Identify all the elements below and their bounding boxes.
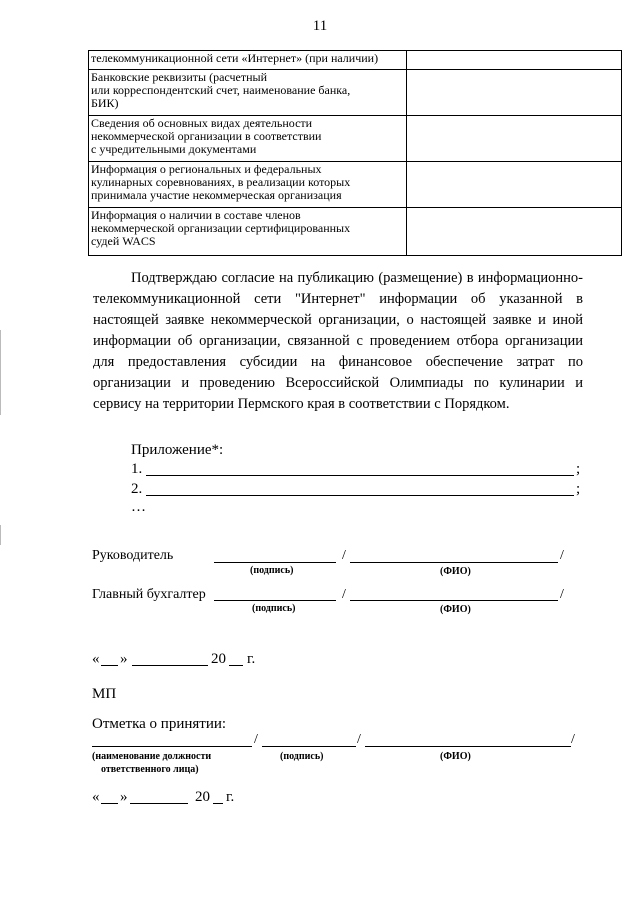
director-signature-caption: (подпись): [250, 565, 294, 576]
table-cell-value: [407, 162, 622, 208]
acceptance-position-caption: (наименование должности: [92, 751, 212, 762]
date-suffix: г.: [247, 651, 256, 667]
date2-year-prefix: 20: [195, 789, 210, 805]
director-fio-caption: (ФИО): [440, 566, 471, 577]
scan-edge-mark: [0, 330, 1, 415]
acceptance-slash-2: /: [357, 732, 361, 747]
appendix-item-1-line[interactable]: [146, 475, 574, 476]
table-cell-value: [407, 208, 622, 256]
table-cell-value: [407, 51, 622, 70]
appendix-item-1-number: 1.: [131, 461, 143, 477]
director-slash-end: /: [560, 548, 564, 563]
acceptance-fio-line[interactable]: [365, 746, 571, 747]
scan-edge-mark: [0, 525, 1, 545]
table-row: [89, 208, 622, 256]
accountant-fio-caption: (ФИО): [440, 604, 471, 615]
table-cell-value: [407, 116, 622, 162]
appendix-item-2-end: ;: [576, 481, 581, 497]
acceptance-fio-caption: (ФИО): [440, 751, 471, 762]
acceptance-slash-1: /: [254, 732, 258, 747]
acceptance-position-caption-2: ответственного лица): [101, 764, 199, 775]
date-month-line[interactable]: [132, 665, 208, 666]
acceptance-heading: Отметка о принятии:: [92, 716, 227, 732]
accountant-signature-caption: (подпись): [252, 603, 296, 614]
date2-month-line[interactable]: [130, 803, 188, 804]
date-day-line[interactable]: [101, 665, 118, 666]
director-slash: /: [342, 548, 346, 563]
appendix-item-1-end: ;: [576, 461, 581, 477]
table-row: [89, 162, 622, 208]
appendix-item-2-number: 2.: [131, 481, 143, 497]
acceptance-signature-line[interactable]: [262, 746, 356, 747]
table-cell-label: Информация о наличии в составе членов некоммерческой организации сертифицированных судей WACS: [89, 208, 407, 256]
date2-year-line[interactable]: [213, 803, 223, 804]
acceptance-position-line[interactable]: [92, 746, 252, 747]
date2-close-quote: »: [120, 789, 128, 805]
director-signature-line[interactable]: [214, 562, 336, 563]
date-close-quote: »: [120, 651, 128, 667]
page-number: 11: [312, 18, 328, 34]
table-row: [89, 116, 622, 162]
table-cell-label: телекоммуникационной сети «Интернет» (при наличии): [89, 51, 407, 70]
stamp-label: МП: [92, 686, 117, 702]
director-label: Руководитель: [92, 548, 174, 563]
date2-open-quote: «: [92, 789, 100, 805]
table-row: [89, 51, 622, 70]
accountant-slash-end: /: [560, 587, 564, 602]
appendix-item-2-line[interactable]: [146, 495, 574, 496]
date2-suffix: г.: [226, 789, 235, 805]
director-fio-line[interactable]: [350, 562, 558, 563]
acceptance-signature-caption: (подпись): [280, 751, 324, 762]
accountant-signature-line[interactable]: [214, 600, 336, 601]
consent-paragraph: Подтверждаю согласие на публикацию (размещение) в информационно-телекоммуникационной сети "Интернет" информации об указанной в настоящей заявке некоммерческой организации, о настоящей заявке и иной информации об организации, связанной с проведением отбора организации для предоставления субсидии на финансовое обеспечение затрат по организации и проведению Всероссийской Олимпиады по кулинарии и сервису на территории Пермского края в соответствии с Порядком.: [93, 270, 583, 412]
table-cell-label: Банковские реквизиты (расчетный или корреспондентский счет, наименование банка, БИК): [89, 70, 407, 116]
table-row: [89, 70, 622, 116]
accountant-fio-line[interactable]: [350, 600, 558, 601]
info-table: [88, 50, 622, 256]
table-cell-label: Информация о региональных и федеральных кулинарных соревнованиях, в реализации которых принимала участие некоммерческая организация: [89, 162, 407, 208]
table-cell-value: [407, 70, 622, 116]
table-cell-label: Сведения об основных видах деятельности некоммерческой организации в соответствии с учредительными документами: [89, 116, 407, 162]
date2-day-line[interactable]: [101, 803, 118, 804]
appendix-ellipsis: …: [131, 499, 146, 515]
appendix-heading: Приложение*:: [131, 442, 224, 458]
accountant-label: Главный бухгалтер: [92, 587, 206, 602]
accountant-slash: /: [342, 587, 346, 602]
date-open-quote: «: [92, 651, 100, 667]
date-year-prefix: 20: [211, 651, 226, 667]
acceptance-slash-3: /: [571, 732, 575, 747]
date-year-line[interactable]: [229, 665, 243, 666]
